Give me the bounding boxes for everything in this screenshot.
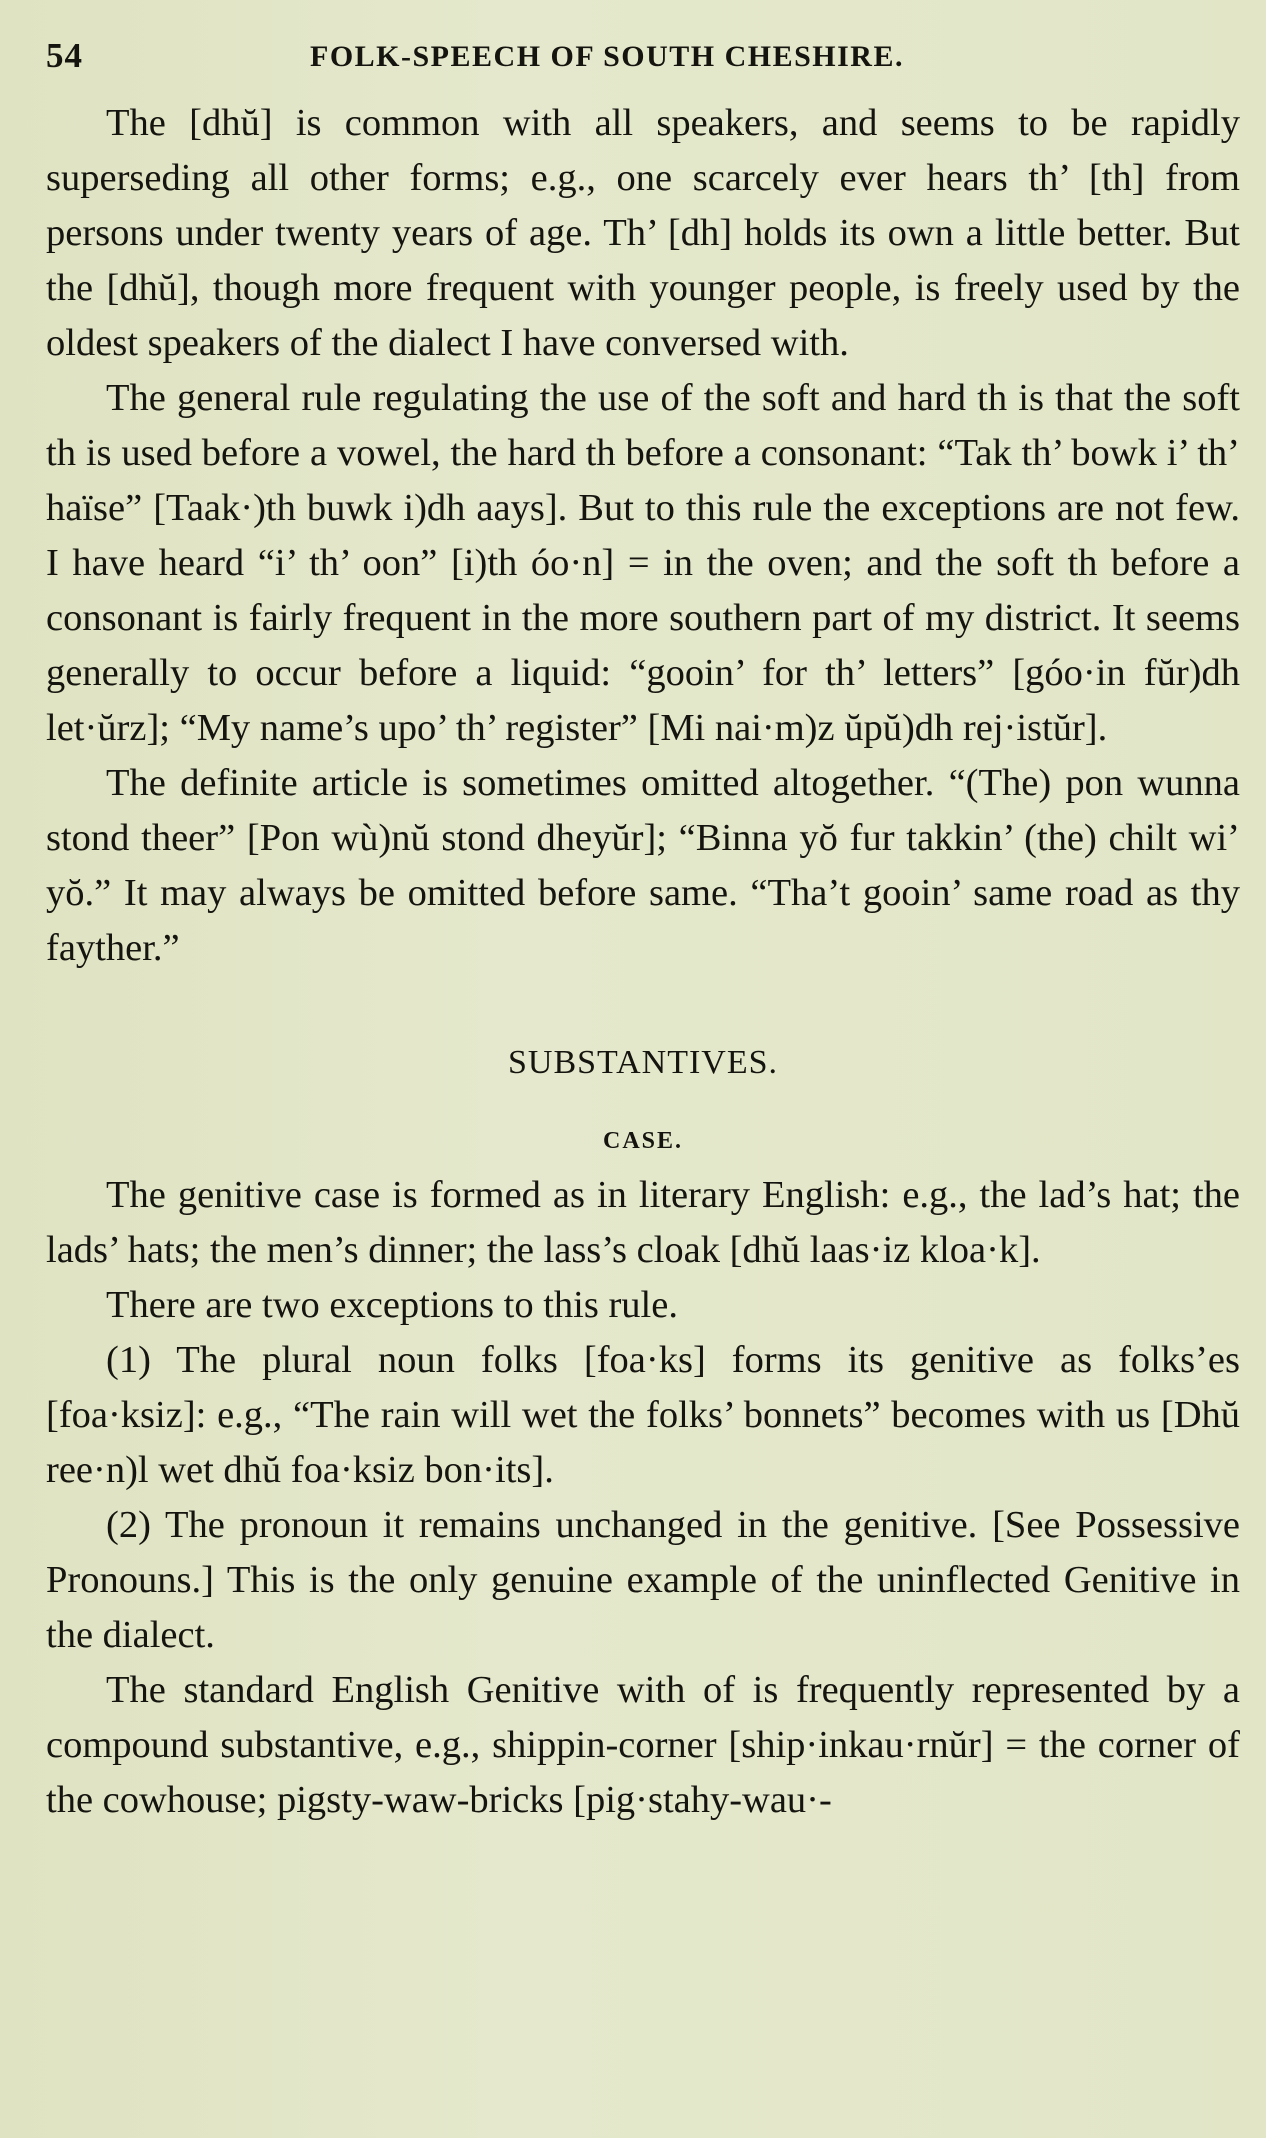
paragraph-genitive-rule: The genitive case is formed as in literary English: e.g., the lad’s hat; the lads’ hats; the men’s dinner; the lass’s cloak [dhŭ laas·iz kloa·k]. [46,1174,1240,1271]
paragraph-exceptions-intro: There are two exceptions to this rule. [106,1284,678,1326]
paragraph-genitive-of: The standard English Genitive with of is frequently represented by a compound substantive, e.g., shippin-corner [ship·inkau·rnŭr] = the corner of the cowhouse; pigsty-waw-bricks [pig·stahy-wau·- [46,1669,1240,1821]
section-subheading: CASE. [602,1128,684,1154]
page-number: 54 [46,36,83,75]
paragraph-exception-it: (2) The pronoun it remains unchanged in the genitive. [See Possessive Pronouns.] This is the only genuine example of the uninflected Genitive in the dialect. [46,1504,1240,1656]
section-block [46,976,1240,1168]
paragraph-dhu-usage: The [dhŭ] is common with all speakers, and seems to be rapidly superseding all other forms; e.g., one scarcely ever hears th’ [th] from persons under twenty years of age. Th’ [dh] holds its own a little better. But the [dhŭ], though more frequent with younger people, is freely used by the oldest speakers of the dialect I have conversed with. [46,102,1240,364]
running-head [46,26,1240,96]
paragraph-exception-folks: (1) The plural noun folks [foa·ks] forms its genitive as folks’es [foa·ksiz]: e.g., “The rain will wet the folks’ bonnets” becomes with us [Dhŭ ree·n)l wet dhŭ foa·ksiz bon·its]. [46,1339,1240,1491]
section-heading: SUBSTANTIVES. [507,1044,779,1081]
paragraph-soft-hard-rule: The general rule regulating the use of the soft and hard th is that the soft th is used before a vowel, the hard th before a consonant: “Tak th’ bowk i’ th’ haïse” [Taak·)th buwk i)dh aays]. But to this rule the exceptions are not few. I have heard “i’ th’ oon” [i)th óo·n] = in the oven; and the soft th before a consonant is fairly frequent in the more southern part of my district. It seems generally to occur before a liquid: “goοin’ for th’ letters” [góo·in fŭr)dh let·ŭrz]; “My name’s upo’ th’ register” [Mi nai·m)z ŭpŭ)dh rej·istŭr]. [46,377,1240,749]
paragraph-article-omitted: The definite article is sometimes omitted altogether. “(The) pon wunna stond theer” [Pon wù)nŭ stond dheyŭr]; “Binna yŏ fur takkin’ (the) chilt wi’ yŏ.” It may always be omitted before same. “Tha’t gooin’ same road as thy fayther.” [46,762,1240,969]
body-text-bottom [46,1168,1240,1828]
running-title: FOLK-SPEECH OF SOUTH CHESHIRE. [310,40,904,73]
body-text-top [46,96,1240,976]
